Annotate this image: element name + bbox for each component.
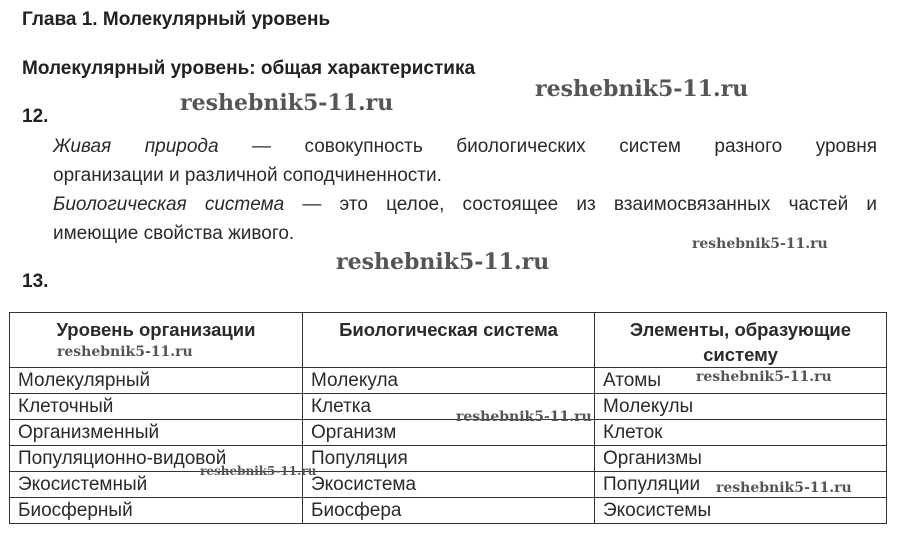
cell-system: Молекула (303, 368, 595, 394)
organization-levels-table (9, 312, 887, 524)
table-row (10, 368, 887, 394)
task-12-number: 12. (22, 106, 49, 127)
cell-level: Биосферный (10, 498, 303, 524)
header-level: Уровень организации (10, 313, 303, 368)
cell-level: Клеточный (10, 394, 303, 420)
cell-system: Популяция (303, 446, 595, 472)
watermark: reshebnik5-11.ru (696, 369, 832, 385)
task-13-number: 13. (22, 271, 49, 292)
table-row (10, 420, 887, 446)
cell-elements: Молекулы (595, 394, 887, 420)
cell-system: Экосистема (303, 472, 595, 498)
table-row (10, 498, 887, 524)
table-header-row (10, 313, 887, 368)
table-row (10, 472, 887, 498)
definition-living-nature-line1 (53, 132, 877, 161)
cell-level: Молекулярный (10, 368, 303, 394)
watermark: reshebnik5-11.ru (456, 409, 592, 425)
cell-elements: Популяции (595, 472, 887, 498)
watermark: reshebnik5-11.ru (180, 90, 394, 116)
header-elements: Элементы, образующие систему (595, 313, 887, 368)
cell-system: Организм (303, 420, 595, 446)
definition-living-nature-text: — совокупность биологических систем разного уровня (218, 136, 878, 157)
term-bio-system: Биологическая система (53, 194, 285, 215)
watermark: reshebnik5-11.ru (716, 480, 852, 496)
cell-system: Биосфера (303, 498, 595, 524)
cell-elements: Атомы (595, 368, 887, 394)
cell-level: Популяционно-видовой (10, 446, 303, 472)
cell-elements: Клеток (595, 420, 887, 446)
chapter-title: Глава 1. Молекулярный уровень (22, 9, 331, 30)
cell-elements: Организмы (595, 446, 887, 472)
definition-living-nature-line2: организации и различной соподчиненности. (53, 165, 442, 186)
watermark: reshebnik5-11.ru (692, 236, 828, 252)
watermark: reshebnik5-11.ru (57, 344, 193, 360)
watermark: reshebnik5-11.ru (200, 464, 317, 478)
table-row (10, 446, 887, 472)
cell-level: Организменный (10, 420, 303, 446)
watermark: reshebnik5-11.ru (336, 249, 550, 275)
definition-bio-system-line1 (53, 190, 877, 219)
section-title: Молекулярный уровень: общая характеристика (22, 58, 476, 79)
header-bio-system: Биологическая система (303, 313, 595, 368)
cell-level: Экосистемный (10, 472, 303, 498)
definition-bio-system-text: — это целое, состоящее из взаимосвязанных частей и (284, 194, 878, 215)
term-living-nature: Живая природа (53, 136, 219, 157)
cell-system: Клетка (303, 394, 595, 420)
definition-bio-system-line2: имеющие свойства живого. (53, 223, 295, 244)
watermark: reshebnik5-11.ru (535, 76, 749, 102)
table-row (10, 394, 887, 420)
cell-elements: Экосистемы (595, 498, 887, 524)
